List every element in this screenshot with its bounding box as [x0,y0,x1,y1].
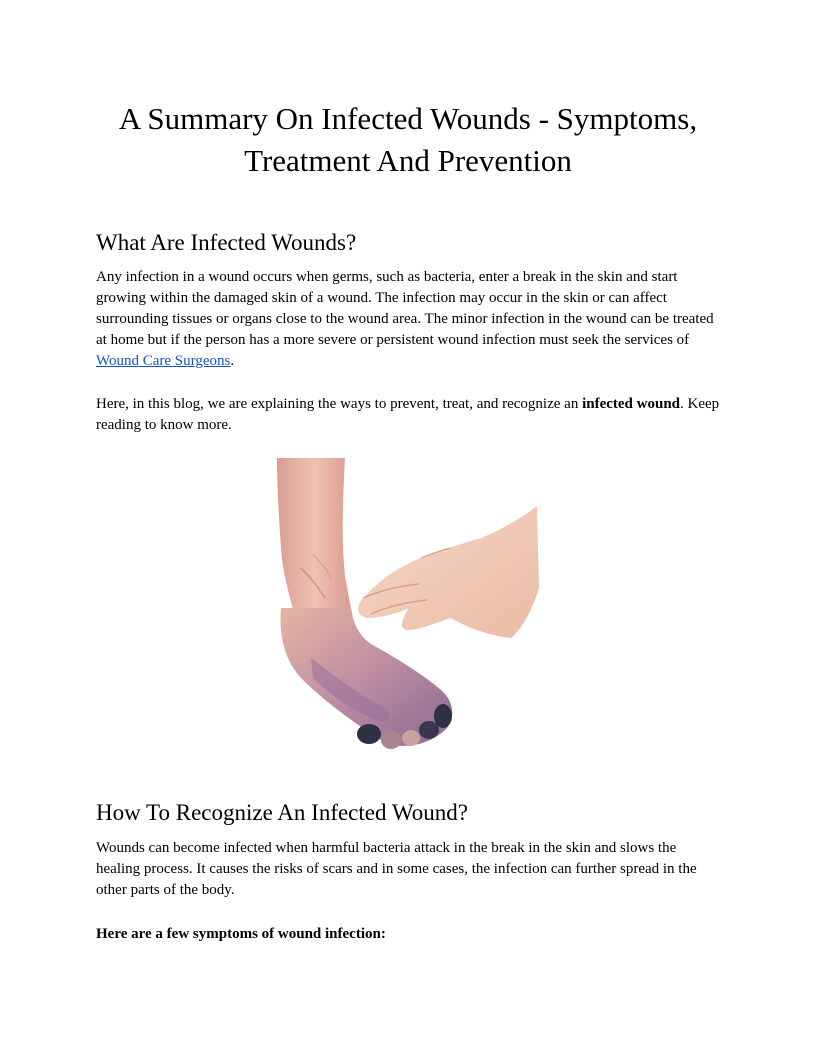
foot-hand-drawing [271,458,543,752]
bold-keyword: infected wound [582,396,681,412]
section-heading-how-to-recognize: How To Recognize An Infected Wound? [96,800,468,825]
symptoms-lead-in: Here are a few symptoms of wound infection: [96,926,386,942]
paragraph-text-end: . Keep reading to know more. [96,396,720,433]
paragraph-text: Any infection in a wound occurs when germs, such as bacteria, enter a break in the skin and start growing within the damaged skin of a wound. The infection may occur in the skin or can affect surrounding tissues or organs close to the wound area. The minor infection in the wound can be treated at home but if the person has a more severe or persistent wound infection must seek the services of [96,269,714,348]
section-heading-what-are-infected-wounds: What Are Infected Wounds? [96,230,357,255]
document-title: A Summary On Infected Wounds - Symptoms, Treatment And Prevention [118,101,698,178]
paragraph-text-end: . [230,353,235,369]
wound-care-surgeons-link[interactable]: Wound Care Surgeons [96,353,231,369]
paragraph-text: Here, in this blog, we are explaining the ways to prevent, treat, and recognize an [96,396,583,412]
section-paragraph [96,267,720,372]
infected-foot-illustration [271,458,543,752]
section-paragraph: Wounds can become infected when harmful bacteria attack in the break in the skin and slows the healing process. It causes the risks of scars and in some cases, the infection can further spread in the other parts of the body. [96,840,697,898]
section-paragraph [96,394,720,436]
